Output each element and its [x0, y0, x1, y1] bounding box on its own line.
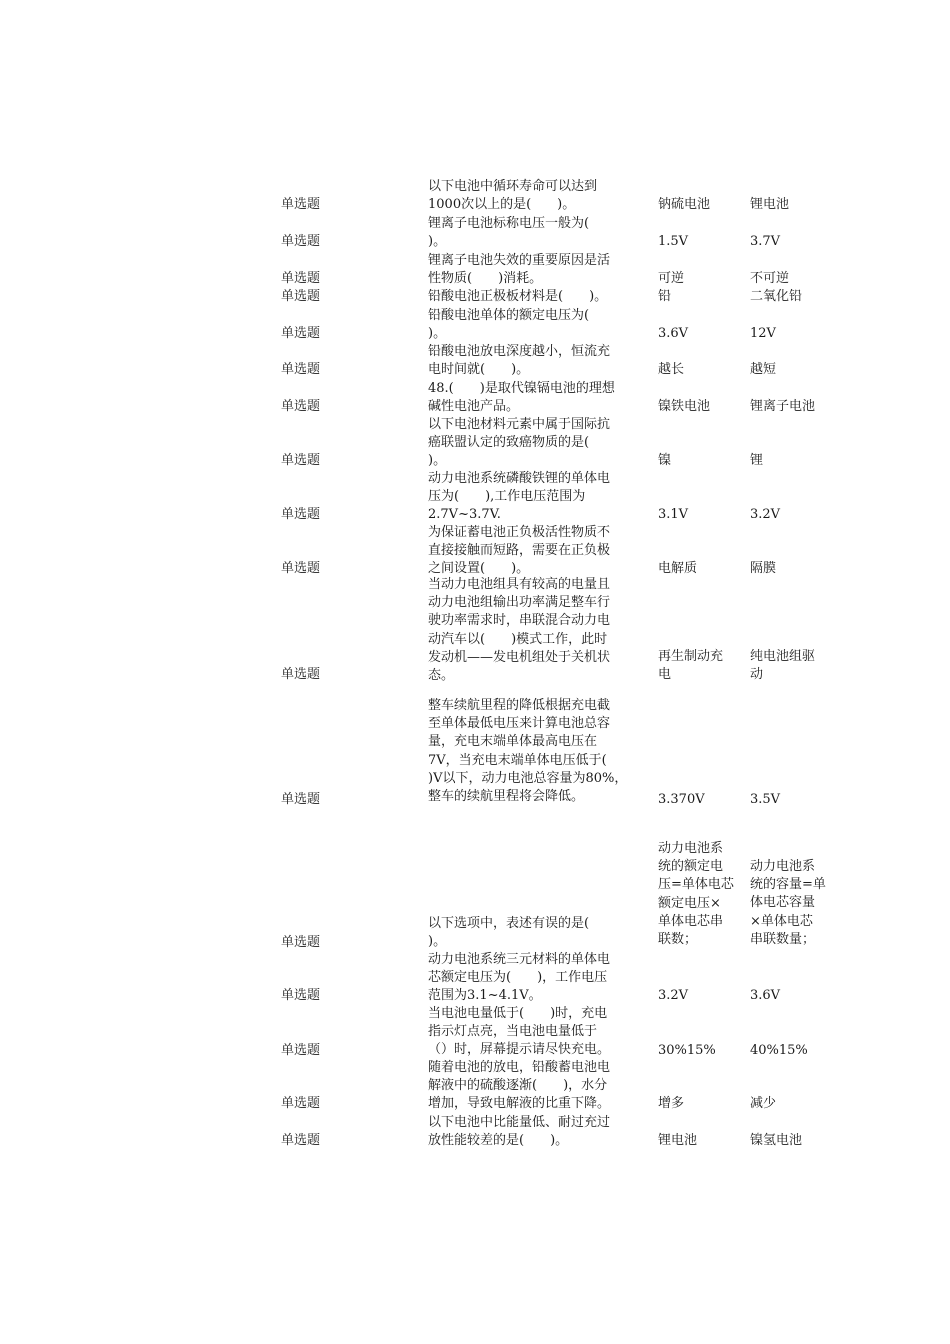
option-b: 3.2V: [750, 507, 781, 522]
question-text: 以下电池中比能量低、耐过充过 放性能较差的是( )。: [428, 1115, 611, 1149]
question-text: 以下选项中，表述有误的是( )。: [428, 916, 590, 950]
option-a: 镍: [658, 453, 672, 468]
option-a: 电解质: [658, 561, 698, 576]
question-text: 整车续航里程的降低根据充电截 至单体最低电压来计算电池总容 量，充电末端单体最高电压在 7V，当充电末端单体电压低于( )V以下，动力电池总容量为80%， 整车的续航里程将会降低。: [428, 698, 628, 805]
question-text: 锂离子电池失效的重要原因是活 性物质( )消耗。: [428, 253, 611, 287]
question-text: 铅酸电池单体的额定电压为( )。: [428, 308, 590, 342]
question-type: 单选题: [281, 792, 321, 807]
option-b: 隔膜: [750, 561, 777, 576]
question-type: 单选题: [281, 326, 321, 341]
question-text: 当电池电量低于( )时，充电 指示灯点亮，当电池电量低于 （）时，屏幕提示请尽快充电。: [428, 1006, 611, 1058]
option-b: 减少: [750, 1096, 777, 1111]
question-text: 动力电池系统三元材料的单体电 芯额定电压为( )，工作电压 范围为3.1~4.1V。: [428, 952, 611, 1004]
option-b: 锂电池: [750, 197, 790, 212]
question-type: 单选题: [281, 1043, 321, 1058]
option-b: 3.6V: [750, 988, 781, 1003]
option-b: 12V: [750, 326, 776, 341]
option-a: 锂电池: [658, 1133, 698, 1148]
question-text: 48.( )是取代镍镉电池的理想 碱性电池产品。: [428, 381, 615, 415]
option-b: 动力电池系 统的容量=单 体电芯容量 ×单体电芯 串联数量；: [750, 859, 826, 947]
option-a: 铅: [658, 289, 672, 304]
question-text: 随着电池的放电，铅酸蓄电池电 解液中的硫酸逐渐( )，水分 增加，导致电解液的比重下降。: [428, 1060, 611, 1112]
question-text: 当动力电池组具有较高的电量且 动力电池组输出功率满足整车行 驶功率需求时，串联混合动力电 动汽车以( )模式工作，此时 发动机——发电机组处于关机状 态。: [428, 577, 611, 684]
question-type: 单选题: [281, 1096, 321, 1111]
option-a: 越长: [658, 362, 685, 377]
question-type: 单选题: [281, 453, 321, 468]
question-type: 单选题: [281, 234, 321, 249]
option-a: 30%15%: [658, 1043, 716, 1058]
option-a: 钠硫电池: [658, 197, 711, 212]
question-text: 为保证蓄电池正负极活性物质不 直接接触而短路，需要在正负极 之间设置( )。: [428, 525, 611, 577]
question-type: 单选题: [281, 935, 321, 950]
option-a: 再生制动充 电: [658, 649, 724, 683]
question-text: 以下电池中循环寿命可以达到 1000次以上的是( )。: [428, 179, 598, 213]
option-a: 镍铁电池: [658, 399, 711, 414]
option-a: 3.370V: [658, 792, 705, 807]
option-b: 纯电池组驱 动: [750, 649, 816, 683]
question-text: 以下电池材料元素中属于国际抗 癌联盟认定的致癌物质的是( )。: [428, 417, 611, 469]
option-b: 二氧化铅: [750, 289, 803, 304]
question-text: 铅酸电池正极板材料是( )。: [428, 289, 608, 304]
question-type: 单选题: [281, 197, 321, 212]
question-type: 单选题: [281, 667, 321, 682]
option-a: 3.2V: [658, 988, 689, 1003]
question-text: 铅酸电池放电深度越小，恒流充 电时间就( )。: [428, 344, 611, 378]
question-type: 单选题: [281, 289, 321, 304]
question-type: 单选题: [281, 1133, 321, 1148]
option-b: 锂: [750, 453, 764, 468]
question-type: 单选题: [281, 362, 321, 377]
option-a: 1.5V: [658, 234, 689, 249]
option-a: 3.6V: [658, 326, 689, 341]
question-type: 单选题: [281, 507, 321, 522]
question-type: 单选题: [281, 988, 321, 1003]
option-a: 3.1V: [658, 507, 689, 522]
question-text: 动力电池系统磷酸铁锂的单体电 压为( ),工作电压范围为 2.7V~3.7V.: [428, 471, 611, 523]
option-b: 不可逆: [750, 271, 790, 286]
question-type: 单选题: [281, 399, 321, 414]
option-a: 增多: [658, 1096, 685, 1111]
question-type: 单选题: [281, 271, 321, 286]
option-b: 镍氢电池: [750, 1133, 803, 1148]
option-b: 40%15%: [750, 1043, 808, 1058]
option-b: 3.7V: [750, 234, 781, 249]
option-b: 锂离子电池: [750, 399, 816, 414]
option-a: 可逆: [658, 271, 685, 286]
option-a: 动力电池系 统的额定电 压=单体电芯 额定电压× 单体电芯串 联数；: [658, 841, 734, 948]
option-b: 越短: [750, 362, 777, 377]
question-text: 锂离子电池标称电压一般为( )。: [428, 216, 590, 250]
option-b: 3.5V: [750, 792, 781, 807]
question-type: 单选题: [281, 561, 321, 576]
